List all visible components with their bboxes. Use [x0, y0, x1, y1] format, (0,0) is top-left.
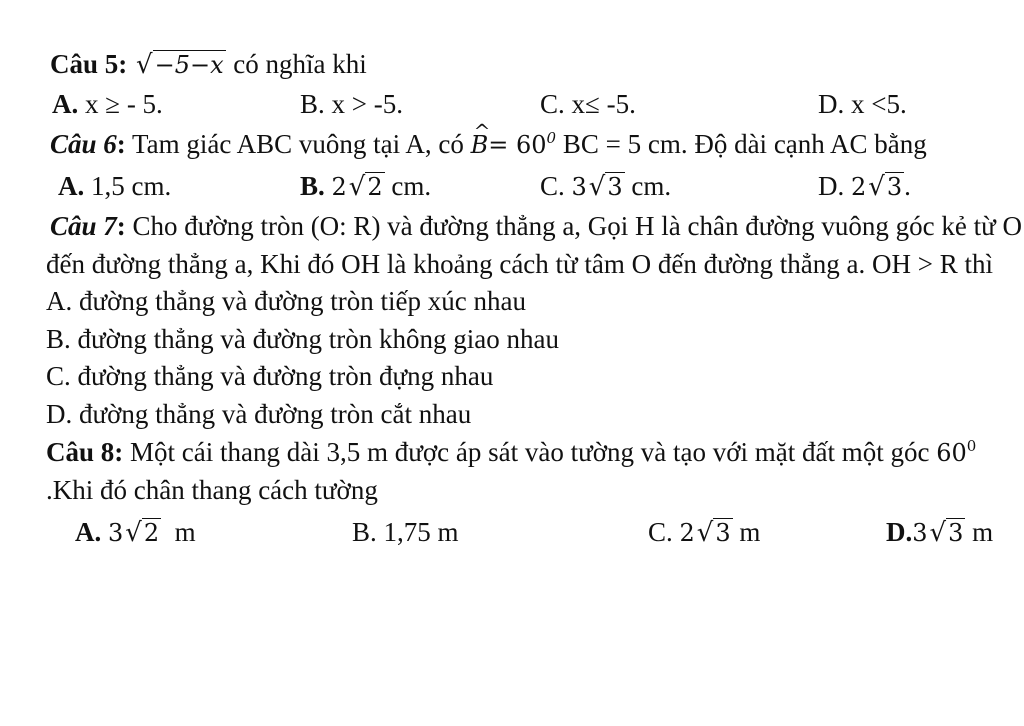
q7-option-c[interactable]: C. đường thẳng và đường tròn đựng nhau — [46, 361, 494, 391]
q6-option-d[interactable]: D. 2√3. — [818, 171, 911, 202]
q6-option-a[interactable]: A. 1,5 cm. — [58, 171, 172, 201]
question-8 — [46, 436, 976, 469]
question-5 — [50, 48, 367, 81]
question-5-text: có nghĩa khi — [233, 49, 367, 79]
question-7-label: Câu 7: — [50, 211, 126, 241]
question-6-text: Tam giác ABC vuông tại A, có — [132, 129, 464, 159]
question-5-label: Câu 5: — [50, 49, 128, 79]
q8-option-c[interactable]: C. 2√3 m — [648, 517, 761, 548]
question-8-line-2: .Khi đó chân thang cách tường — [46, 475, 378, 505]
question-5-expression: √−5−x — [136, 50, 224, 80]
question-6-label: Câu 6: — [50, 129, 126, 159]
q6-option-c[interactable]: C. 3√3 cm. — [540, 171, 672, 202]
q5-option-d[interactable]: D. x <5. — [818, 89, 907, 119]
q7-option-d[interactable]: D. đường thẳng và đường tròn cắt nhau — [46, 399, 472, 429]
q5-option-b[interactable]: B. x > -5. — [300, 89, 403, 119]
q5-option-a[interactable]: A. x ≥ - 5. — [52, 89, 163, 119]
q6-option-b[interactable]: B. 2√2 cm. — [300, 171, 432, 202]
q8-option-a[interactable]: A. 3√2 m — [75, 517, 196, 548]
q5-option-c[interactable]: C. x≤ -5. — [540, 89, 636, 119]
angle-60-expression: $60^0$ — [936, 437, 977, 467]
question-8-label: Câu 8: — [46, 437, 124, 467]
question-7-line-1: Cho đường tròn (O: R) và đường thẳng a, Gọi H là chân đường vuông góc kẻ từ O — [132, 211, 1023, 241]
q8-option-b[interactable]: B. 1,75 m — [352, 517, 459, 547]
q7-option-b[interactable]: B. đường thẳng và đường tròn không giao nhau — [46, 324, 560, 354]
question-6: Câu 6: Tam giác ABC vuông tại A, có ^ $B= 60^0$ BC = 5 cm. Độ dài cạnh AC bằng — [50, 128, 927, 161]
q7-option-a[interactable]: A. đường thẳng và đường tròn tiếp xúc nhau — [46, 286, 526, 316]
question-8-line-1: Một cái thang dài 3,5 m được áp sát vào tường và tạo với mặt đất một góc — [130, 437, 930, 467]
q8-option-d[interactable]: D.3√3 m — [886, 517, 994, 548]
question-7-line-2: đến đường thẳng a, Khi đó OH là khoảng cách từ tâm O đến đường thẳng a. OH > R thì — [46, 249, 994, 279]
question-7 — [50, 210, 1022, 242]
angle-b-expression: ^ $B= 60^0$ — [471, 131, 556, 159]
